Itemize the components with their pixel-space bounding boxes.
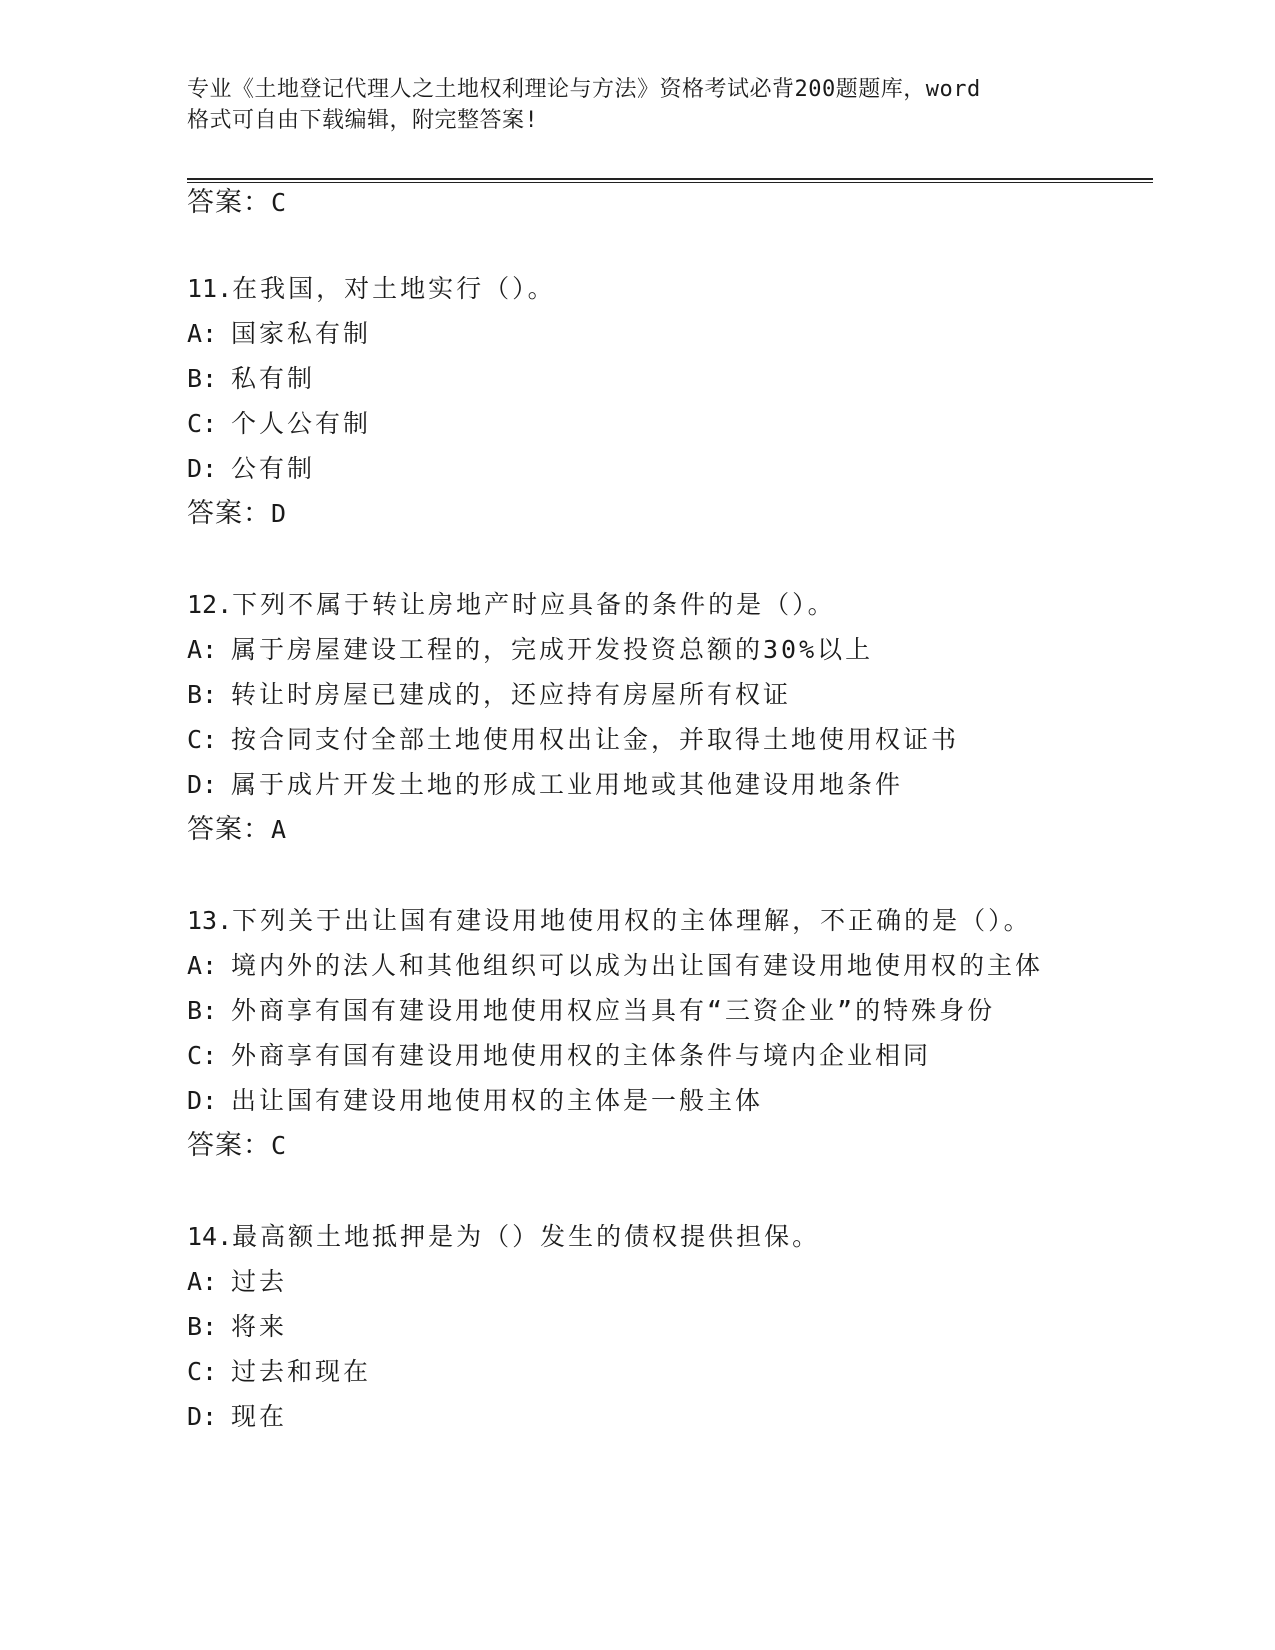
answer-line-q10 (187, 186, 287, 220)
option-d (187, 1394, 1187, 1439)
header-divider (187, 178, 1153, 183)
question-stem (187, 266, 1187, 311)
option-letter: A: (187, 635, 218, 664)
option-letter: D: (187, 1402, 218, 1431)
option-text: 现在 (231, 1402, 288, 1431)
option-letter: C: (187, 1357, 218, 1386)
option-text: 外商享有国有建设用地使用权应当具有“三资企业”的特殊身份 (231, 996, 996, 1025)
option-letter: D: (187, 1086, 218, 1115)
question-number: 12. (187, 590, 233, 619)
question-text: 下列关于出让国有建设用地使用权的主体理解，不正确的是（）。 (232, 906, 1032, 935)
answer-label: 答案： (187, 187, 271, 218)
question-number: 11. (187, 274, 233, 303)
header-line-1: 专业《土地登记代理人之土地权利理论与方法》资格考试必背200题题库，word (187, 77, 981, 102)
question-number: 14. (187, 1222, 233, 1251)
option-c (187, 1033, 1187, 1078)
option-letter: C: (187, 409, 218, 438)
option-c (187, 717, 1187, 762)
question-text: 最高额土地抵押是为（）发生的债权提供担保。 (232, 1222, 821, 1251)
option-text: 国家私有制 (231, 319, 372, 348)
question-stem (187, 898, 1187, 943)
answer-label: 答案： (187, 498, 271, 529)
question-12 (187, 582, 1187, 852)
answer-value: D (271, 499, 288, 528)
option-letter: B: (187, 1312, 218, 1341)
option-text: 私有制 (231, 364, 316, 393)
option-text: 将来 (231, 1312, 288, 1341)
option-text: 属于成片开发土地的形成工业用地或其他建设用地条件 (231, 770, 904, 799)
question-stem (187, 1214, 1187, 1259)
option-b (187, 672, 1187, 717)
question-text: 下列不属于转让房地产时应具备的条件的是（）。 (232, 590, 836, 619)
question-14 (187, 1214, 1187, 1439)
option-letter: B: (187, 364, 218, 393)
option-text: 外商享有国有建设用地使用权的主体条件与境内企业相同 (231, 1041, 932, 1070)
option-letter: C: (187, 725, 218, 754)
answer-label: 答案： (187, 1130, 271, 1161)
answer-label: 答案： (187, 814, 271, 845)
option-letter: A: (187, 951, 218, 980)
option-letter: C: (187, 1041, 218, 1070)
option-text: 按合同支付全部土地使用权出让金，并取得土地使用权证书 (231, 725, 960, 754)
option-text: 属于房屋建设工程的，完成开发投资总额的30%以上 (231, 635, 874, 664)
option-b (187, 988, 1187, 1033)
option-letter: D: (187, 454, 218, 483)
option-a (187, 1259, 1187, 1304)
option-text: 个人公有制 (231, 409, 372, 438)
header-line-2: 格式可自由下载编辑，附完整答案! (187, 108, 539, 133)
answer-line (187, 1123, 1187, 1168)
answer-line (187, 807, 1187, 852)
question-text: 在我国，对土地实行（）。 (232, 274, 556, 303)
option-c (187, 401, 1187, 446)
option-d (187, 446, 1187, 491)
option-a (187, 627, 1187, 672)
option-text: 过去和现在 (231, 1357, 372, 1386)
option-b (187, 356, 1187, 401)
question-stem (187, 582, 1187, 627)
option-letter: A: (187, 1267, 218, 1296)
option-d (187, 762, 1187, 807)
option-letter: B: (187, 680, 218, 709)
option-text: 过去 (231, 1267, 288, 1296)
option-c (187, 1349, 1187, 1394)
question-13 (187, 898, 1187, 1168)
option-letter: D: (187, 770, 218, 799)
answer-value: A (271, 815, 288, 844)
option-text: 转让时房屋已建成的，还应持有房屋所有权证 (231, 680, 792, 709)
option-b (187, 1304, 1187, 1349)
answer-value: C (271, 188, 288, 217)
option-d (187, 1078, 1187, 1123)
option-a (187, 311, 1187, 356)
option-text: 境内外的法人和其他组织可以成为出让国有建设用地使用权的主体 (231, 951, 1044, 980)
option-text: 出让国有建设用地使用权的主体是一般主体 (231, 1086, 764, 1115)
answer-value: C (271, 1131, 288, 1160)
option-letter: B: (187, 996, 218, 1025)
question-number: 13. (187, 906, 233, 935)
option-letter: A: (187, 319, 218, 348)
option-text: 公有制 (231, 454, 316, 483)
document-header (187, 74, 1067, 136)
question-11 (187, 266, 1187, 536)
option-a (187, 943, 1187, 988)
answer-line (187, 491, 1187, 536)
